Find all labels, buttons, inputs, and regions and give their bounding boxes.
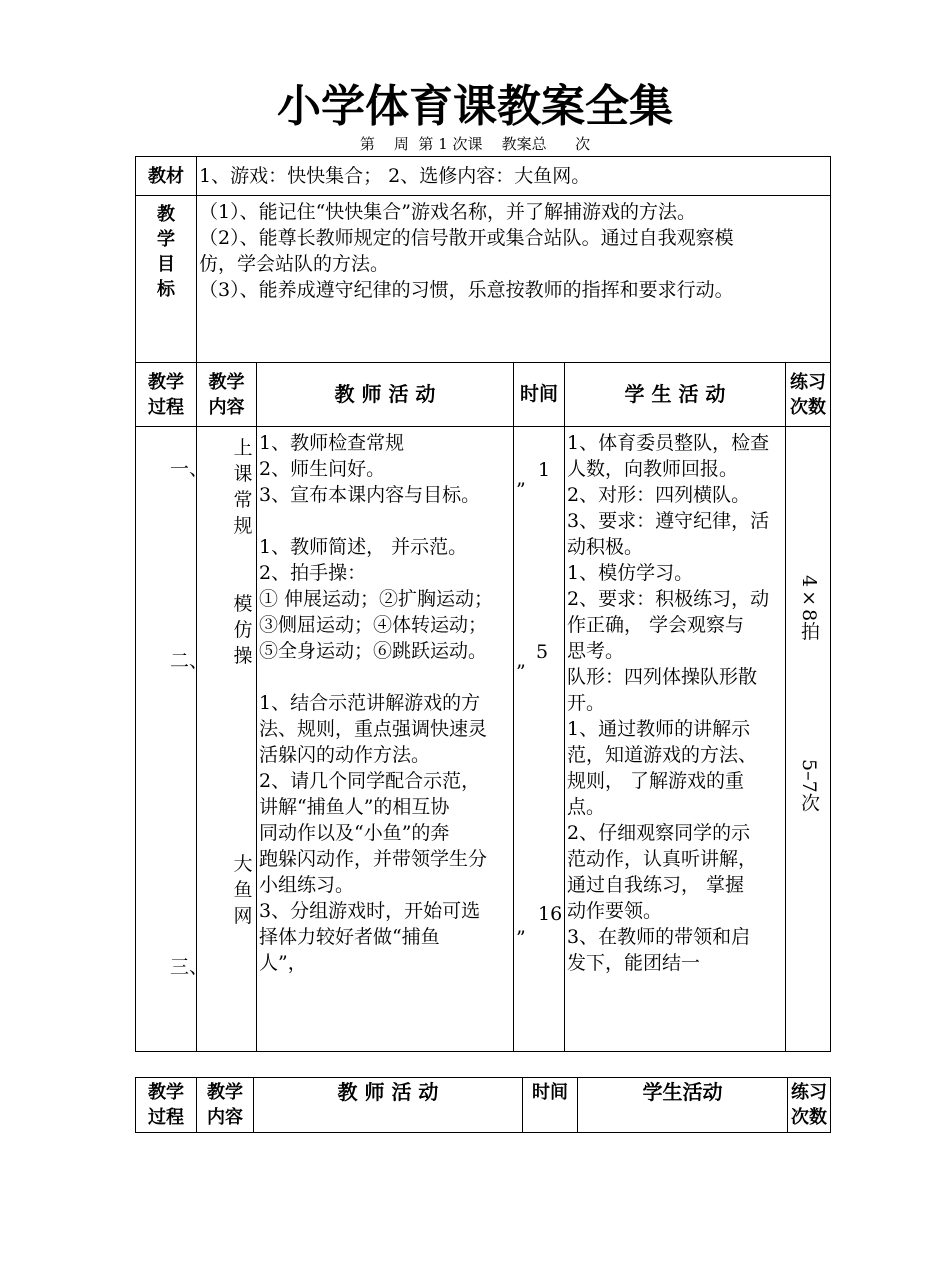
- teacher-line: 2、拍手操：: [259, 562, 367, 584]
- teacher-line: 2、请几个同学配合示范，: [259, 770, 481, 792]
- lesson-subtitle: 第 周 第 1 次课 教案总 次: [359, 135, 591, 153]
- practice-count-2: 5–7次: [798, 759, 820, 812]
- time-value-3: 16: [538, 903, 563, 925]
- teacher-line: ⑤全身运动；⑥跳跃运动。: [259, 640, 488, 662]
- header-process: 教学过程: [136, 363, 197, 427]
- page-title: 小学体育课教案全集: [277, 81, 673, 132]
- student-line: 2、对形：四列横队。: [567, 484, 751, 506]
- student-line: 发下，能团结一: [567, 952, 701, 974]
- student-line: 点。: [567, 796, 606, 818]
- student-line: 范，知道游戏的方法、: [567, 744, 758, 766]
- teacher-line: [259, 508, 513, 534]
- header2-practice-count: 练习次数: [788, 1078, 831, 1133]
- time-mark-3: ”: [516, 927, 526, 949]
- student-line: 规则， 了解游戏的重: [567, 770, 745, 792]
- objective-line: （2）、能尊长教师规定的信号散开或集合站队。通过自我观察模: [199, 227, 734, 249]
- header-teacher-activity: 教 师 活 动: [257, 363, 514, 427]
- material-text: 1、游戏：快快集合； 2、选修内容：大鱼网。: [197, 157, 831, 196]
- teacher-line: 3、宣布本课内容与目标。: [259, 484, 481, 506]
- material-label: 教材: [136, 157, 197, 196]
- objective-line: （3）、能养成遵守纪律的习惯，乐意按教师的指挥和要求行动。: [199, 279, 734, 301]
- teacher-line: 3、分组游戏时，开始可选: [259, 900, 481, 922]
- teacher-line: ③侧屈运动；④体转运动；: [259, 614, 488, 636]
- content-item-imitation: 模 仿 操: [233, 593, 253, 667]
- teacher-line: 讲解“捕鱼人”的相互协: [259, 796, 450, 818]
- teacher-line: [259, 664, 513, 690]
- student-line: 通过自我练习， 掌握: [567, 874, 745, 896]
- lesson-plan-table: [135, 156, 831, 1052]
- student-line: 3、在教师的带领和启: [567, 926, 751, 948]
- student-line: 2、要求：积极练习，动: [567, 588, 770, 610]
- teacher-line: 1、教师简述， 并示范。: [259, 536, 468, 558]
- student-line: 1、通过教师的讲解示: [567, 718, 751, 740]
- header-content: 教学内容: [197, 363, 257, 427]
- time-mark-2: ”: [516, 661, 526, 683]
- header-practice-count: 练习次数: [786, 363, 831, 427]
- teacher-line: 人”，: [259, 952, 307, 974]
- teacher-line: 1、教师检查常规: [259, 432, 405, 454]
- teacher-line: 活躲闪的动作方法。: [259, 744, 431, 766]
- student-line: 1、模仿学习。: [567, 562, 694, 584]
- time-column: [514, 427, 565, 1052]
- objective-line: 仿，学会站队的方法。: [199, 253, 390, 275]
- content-column: [197, 427, 257, 1052]
- process-mark-1: 一、: [170, 458, 209, 480]
- student-line: 作正确， 学会观察与: [567, 614, 745, 636]
- process-column: [136, 427, 209, 1052]
- header2-student-activity: 学生活动: [578, 1078, 788, 1133]
- objectives-text: [197, 196, 831, 363]
- teacher-line: 择体力较好者做“捕鱼: [259, 926, 440, 948]
- student-line: 思考。: [567, 640, 625, 662]
- header2-content: 教学内容: [197, 1078, 254, 1133]
- student-activity-column: [565, 427, 786, 1052]
- teacher-line: 法、规则，重点强调快速灵: [259, 718, 488, 740]
- practice-count-1: 4×8拍: [798, 575, 820, 641]
- student-line: 2、仔细观察同学的示: [567, 822, 751, 844]
- teacher-line: 小组练习。: [259, 874, 355, 896]
- content-item-fishnet: 大 鱼 网: [233, 853, 253, 927]
- header2-time: 时间: [523, 1078, 578, 1133]
- objective-line: （1）、能记住“快快集合”游戏名称，并了解捕游戏的方法。: [199, 201, 697, 223]
- header-time: 时间: [514, 363, 565, 427]
- teacher-line: 跑躲闪动作，并带领学生分: [259, 848, 488, 870]
- teacher-line: 2、师生问好。: [259, 458, 386, 480]
- process-mark-3: 三、: [170, 956, 209, 978]
- content-item-routine: 上 课 常 规: [233, 437, 253, 537]
- student-line: 队形：四列体操队形散: [567, 666, 758, 688]
- header-student-activity: 学 生 活 动: [565, 363, 786, 427]
- student-line: 3、要求：遵守纪律，活: [567, 510, 770, 532]
- process-mark-2: 二、: [170, 650, 209, 672]
- student-line: 范动作，认真听讲解，: [567, 848, 758, 870]
- time-value-1: 1: [538, 459, 551, 481]
- teacher-line: ① 伸展运动；②扩胸运动；: [259, 588, 494, 610]
- student-line: 动作要领。: [567, 900, 663, 922]
- student-line: 开。: [567, 692, 606, 714]
- student-line: 动积极。: [567, 536, 644, 558]
- teacher-line: 同动作以及“小鱼”的奔: [259, 822, 450, 844]
- time-value-2: 5: [536, 641, 549, 663]
- time-mark-1: ”: [516, 479, 526, 501]
- student-line: 人数，向教师回报。: [567, 458, 739, 480]
- objectives-label: 教 学 目 标: [136, 196, 197, 363]
- teacher-line: 1、结合示范讲解游戏的方: [259, 692, 481, 714]
- header2-process: 教学过程: [136, 1078, 197, 1133]
- lesson-plan-table-continued: [135, 1077, 831, 1133]
- header2-teacher-activity: 教 师 活 动: [254, 1078, 523, 1133]
- practice-count-column: [786, 427, 831, 1052]
- teacher-activity-column: [257, 427, 514, 1052]
- student-line: 1、体育委员整队，检查: [567, 432, 770, 454]
